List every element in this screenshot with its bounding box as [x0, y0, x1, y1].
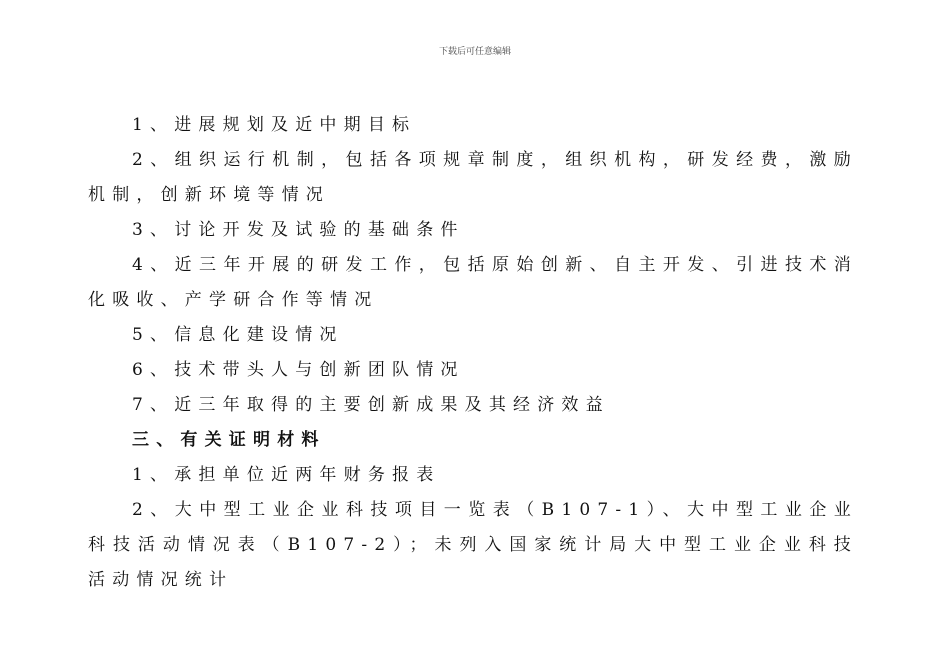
paragraph-item-5: 5、信息化建设情况	[132, 325, 344, 345]
paragraph-item-1: 1、进展规划及近中期目标	[132, 115, 417, 135]
paragraph-item-4: 4、近三年开展的研发工作，包括原始创新、自主开发、引进技术消化吸收、产学研合作等情况	[88, 255, 858, 310]
paragraph-item-6: 6、技术带头人与创新团队情况	[132, 360, 465, 380]
paragraph-item-3: 3、讨论开发及试验的基础条件	[132, 220, 465, 240]
paragraph-item-8: 1、承担单位近两年财务报表	[132, 465, 441, 485]
page-header: 下载后可任意编辑	[438, 47, 511, 57]
document-body	[88, 108, 858, 598]
paragraph-item-9: 2、大中型工业企业科技项目一览表（B107-1）、大中型工业企业科技活动情况表（B107-2）；未列入国家统计局大中型工业企业科技活动情况统计	[88, 500, 858, 590]
section-heading: 三、有关证明材料	[132, 430, 326, 450]
paragraph-item-7: 7、近三年取得的主要创新成果及其经济效益	[132, 395, 610, 415]
paragraph-item-2: 2、组织运行机制，包括各项规章制度，组织机构，研发经费，激励机制，创新环境等情况	[88, 150, 858, 205]
